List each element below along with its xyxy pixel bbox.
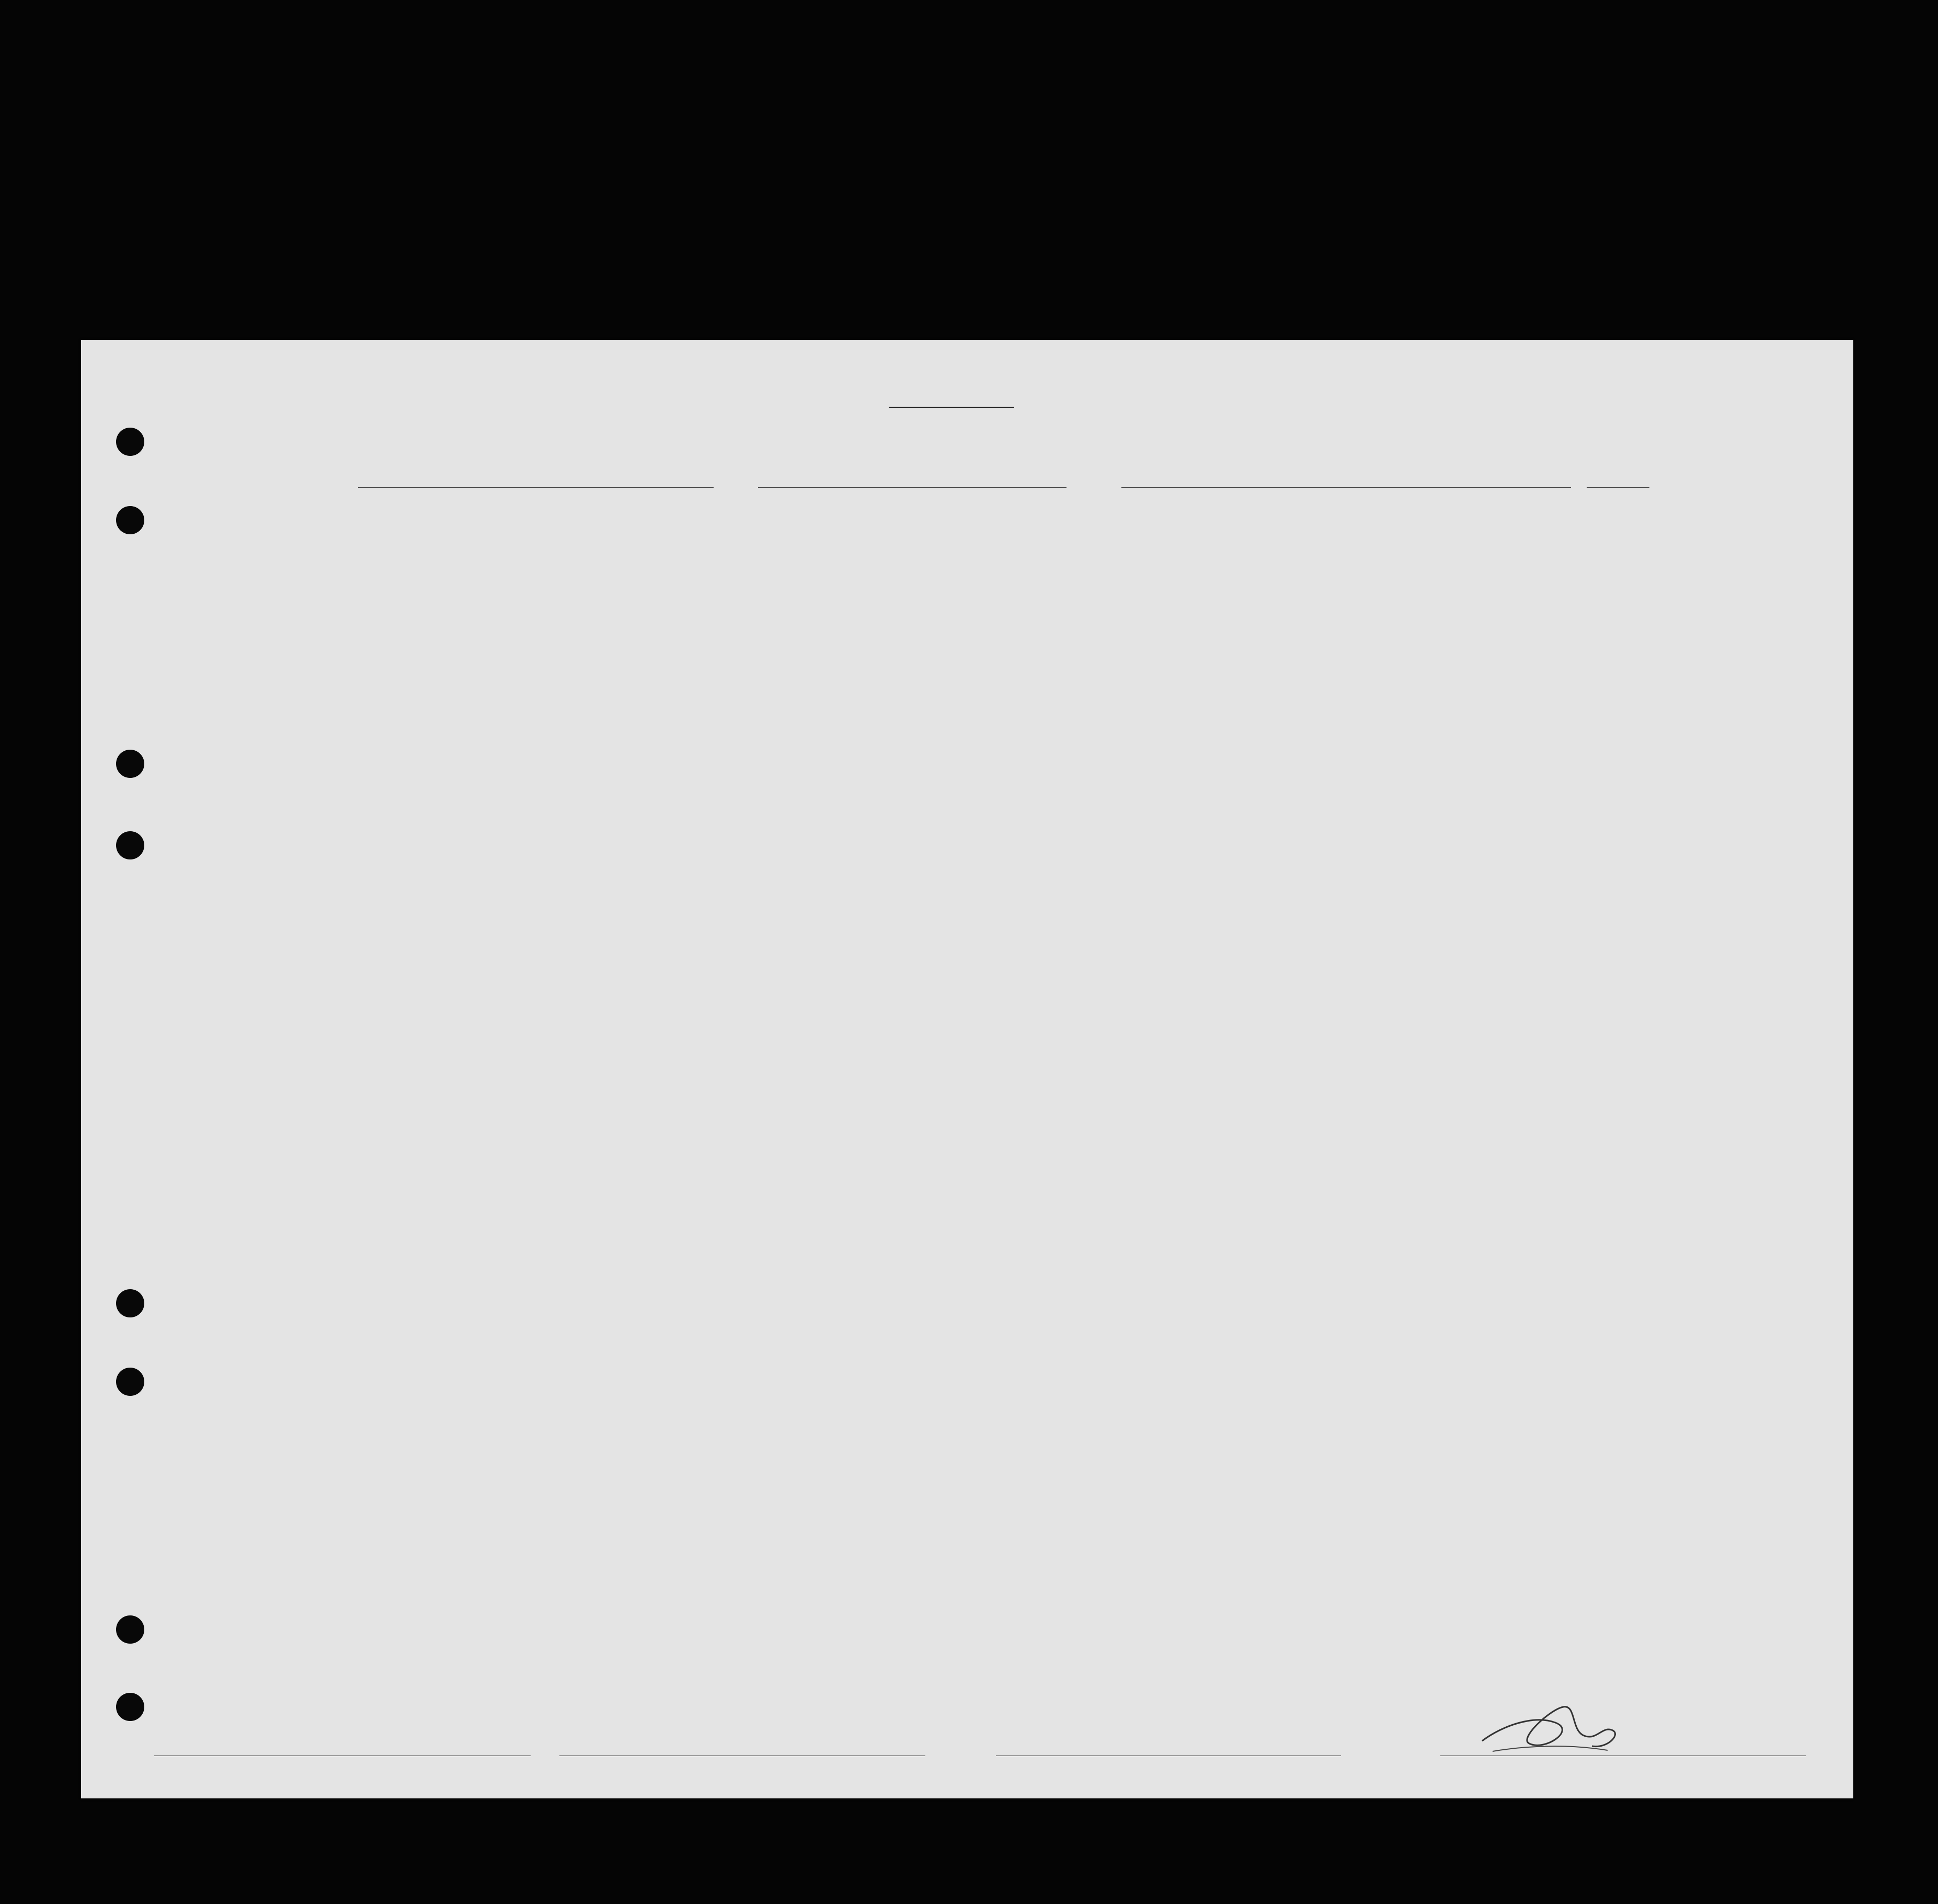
binder-hole — [116, 1289, 144, 1317]
officer-signature — [1472, 1694, 1629, 1762]
binder-hole — [116, 1368, 144, 1396]
binder-hole — [116, 750, 144, 778]
binder-hole — [116, 1615, 144, 1644]
binder-hole — [116, 1693, 144, 1721]
binder-hole — [116, 428, 144, 456]
manifest-sheet — [81, 340, 1853, 1798]
binder-hole — [116, 831, 144, 859]
binder-hole — [116, 506, 144, 534]
table-grid — [81, 340, 1853, 1798]
